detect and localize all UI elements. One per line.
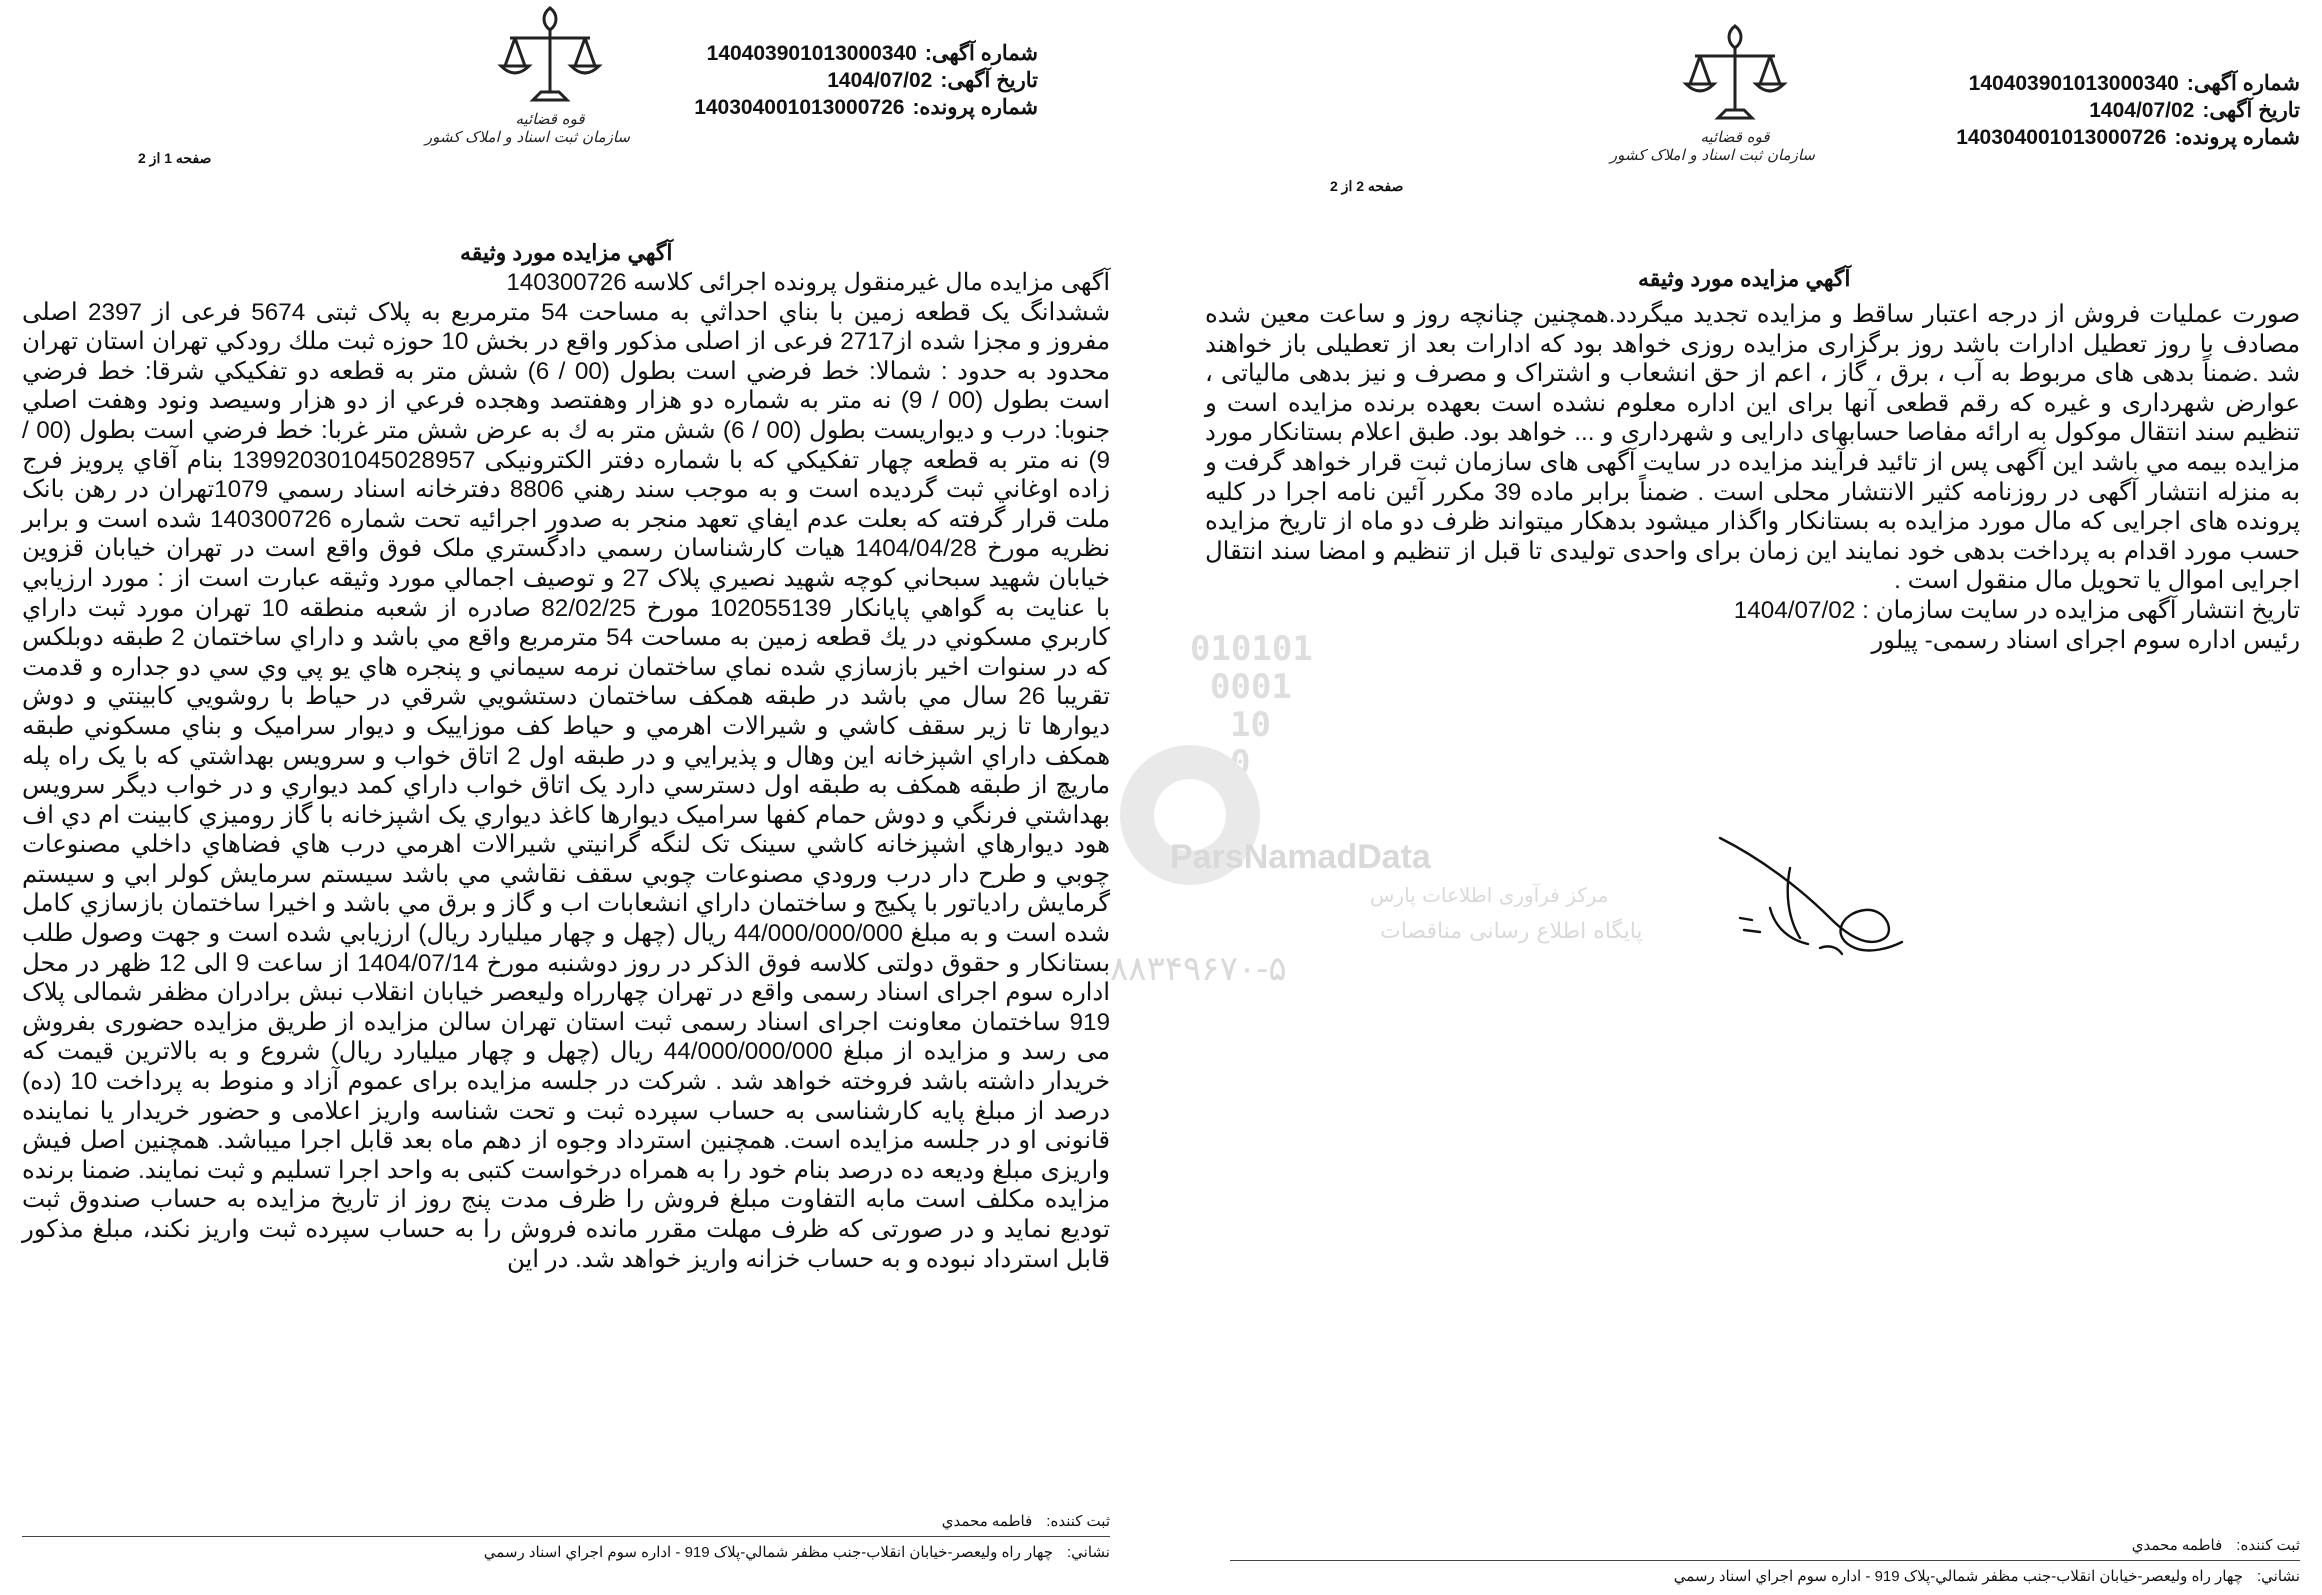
publish-date-label: تاریخ انتشار آگهی مزایده در سایت سازمان :	[1862, 596, 2300, 624]
notice-number-label: شماره آگهی:	[2186, 72, 2300, 95]
page-footer	[22, 1512, 1110, 1561]
emblem-caption-bottom: سازمان ثبت اسناد و املاک کشور	[424, 128, 630, 146]
watermark-brand: ParsNamadData	[1170, 838, 1431, 876]
registrar-label: ثبت کننده:	[1046, 1513, 1110, 1530]
address-text: چهار راه وليعصر-خيابان انقلاب-جنب مظفر شمالي-پلاک 919 - اداره سوم اجراي اسناد رسمي	[483, 1544, 1054, 1561]
file-number: 140304001013000726	[1956, 126, 2167, 149]
signature-icon	[1680, 798, 1910, 978]
notice-body	[1205, 300, 2300, 655]
notice-page-1	[0, 0, 1130, 1595]
notice-body-text: ششدانگ یک قطعه زمین با بناي احداثي به مساحت 54 مترمربع به پلاک ثبتی 5674 فرعی از 2397 اصلی مفروز و مجزا شده از2717 فرعی از اصلی مذکور واقع در بخش 10 حوزه ثبت ملك رودكي تهران استان تهران محدود به حدود : شمالا: خط فرضي است بطول (00 / 6) شش متر به قطعه دو تفكيكي شرقا: خط فرضي است بطول (00 / 9) نه متر به شماره دو هزار وهفتصد وهجده فرعي از دو هزار وسيصد ونود وهفت اصلي جنوبا: درب و ديواريست بطول (00 / 6) شش متر به ك به عرض شش متر غربا: خط فرضي است بطول (00 / 9) نه متر به قطعه چهار تفكيكي كه با شماره دفتر الکترونیکی 139920301045028957 بنام آقاي پرويز فرج زاده اوغاني ثبت گرديده است و به موجب سند رهني 8806 دفترخانه اسناد رسمي 1079تهران در رهن بانک ملت قرار گرفته كه بعلت عدم ايفاي تعهد منجر به صدور اجرائيه تحت شماره 140300726 شده است و برابر نظريه مورخ 1404/04/28 هيات كارشناسان رسمي دادگستري ملک فوق واقع است در تهران خيابان قزوين خيابان شهيد سبحاني كوچه شهيد نصيري پلاک 27 و توصيف اجمالي مورد وثيقه عبارت است از : مورد ارزيابي با عنايت به گواهي پايانكار 102055139 مورخ 82/02/25 صادره از شعبه منطقه 10 تهران مورد ثبت داراي كاربري مسكوني در يك قطعه زمين به مساحت 54 مترمربع واقع مي باشد و داراي ساختمان 2 طبقه دوبلكس كه در سنوات اخير بازسازي شده نماي ساختمان نرمه سيماني و پنجره هاي يو پي وي سي دو جداره و قدمت تقريبا 26 سال مي باشد در طبقه همكف ساختمان دستشويي شرقي در حياط با روشويي كابينتي و دوش ديوارها تا زير سقف كاشي و شيرالات اهرمي و حياط كف موزاييک و ديوار سراميک و بناي مسكوني طبقه همكف داراي اشپزخانه اين وهال و پذيرايي و در طبقه اول 2 اتاق خواب و سرويس بهداشتي كه با يک راه پله ماريچ از طبقه همكف به طبقه اول دسترسي دارد يک اتاق خواب داراي كمد ديواري و در خواب ديگر سرويس بهداشتي فرنگي و دوش حمام كفها سراميک ديوارها كاغذ ديواري يک اشپزخانه با گاز روميزي كابينت ام دي اف هود ديوارهاي اشپزخانه كاشي سينک تک لنگه گرانيتي شيرالات اهرمي درب هاي فضاهاي داخلي مصنوعات چوبي و طرح دار درب ورودي مصنوعات چوبي سقف نقاشي مي باشد سيستم سرمايش كولر ابي و سيستم گرمايش رادياتور با پكيج و ساختمان داراي انشعابات اب و گاز و برق مي باشد و اخيرا ساختمان بازسازي كامل شده است و به مبلغ 44/000/000/000 ريال (چهل و چهار ميليارد ريال) ارزيابي شده است و جهت وصول طلب بستانكار و حقوق دولتی کلاسه فوق الذکر در روز دوشنبه مورخ 1404/07/14 از ساعت 9 الی 12 ظهر در محل اداره سوم اجرای اسناد رسمی واقع در تهران چهارراه وليعصر خيابان انقلاب نبش برادران مظفر شمالی پلاک 919 ساختمان معاونت اجرای اسناد رسمی ثبت استان تهران سالن مزايده از طريق مزايده حضوری بفروش می رسد و مزايده از مبلغ 44/000/000/000 ريال (چهل و چهار ميليارد ريال) شروع و به بالاترين قيمت كه خريدار داشته باشد فروخته خواهد شد . شرکت در جلسه مزايده برای عموم آزاد و منوط به پرداخت 10 (ده) درصد از مبلغ پايه کارشناسی به حساب سپرده ثبت و تحت شناسه واريز اعلامی و حضور خريدار يا نماينده قانونی او در جلسه مزايده است. همچنين استرداد وجوه از دهم ماه بعد قابل اجرا ميباشد. همچنين اصل فيش واريزی مبلغ وديعه ده درصد بنام خود را به همراه درخواست کتبی به واحد اجرا تسليم و ثبت نمايند. ضمنا برنده مزايده مکلف است مابه التفاوت مبلغ فروش را ظرف مدت پنج روز از تاريخ مزايده به حساب صندوق ثبت توديع نمايد و در صورتی كه ظرف مهلت مقرر مانده فروش را به حساب سپرده ثبت واريز نكند، مبلغ مذكور قابل استرداد نبوده و به حساب خزانه واريز خواهد شد. در اين	[22, 298, 1111, 1273]
registrar-label: ثبت کننده:	[2236, 1537, 2300, 1554]
watermark-subtitle: پایگاه اطلاع رسانی مناقصات	[1380, 919, 1643, 944]
watermark-phone: ۸۸۳۴۹۶۷۰-۵	[1110, 949, 1287, 989]
notice-date-label: تاریخ آگهی:	[940, 69, 1038, 92]
notice-number: 140403901013000340	[706, 42, 917, 65]
notice-subject-line: آگهی مزایده مال غیرمنقول پرونده اجرائی کلاسه 140300726	[506, 269, 1110, 296]
notice-meta	[694, 40, 1038, 121]
notice-date: 1404/07/02	[827, 69, 933, 92]
notice-title: آگهي مزايده مورد وثيقه	[460, 240, 673, 265]
emblem-caption-top: قوه قضائیه	[515, 110, 585, 128]
registrar-name: فاطمه محمدي	[2131, 1537, 2223, 1554]
address-label: نشاني:	[2257, 1568, 2300, 1585]
file-number-label: شماره پرونده:	[912, 96, 1038, 119]
footer-divider	[22, 1536, 1110, 1537]
emblem-caption-bottom: سازمان ثبت اسناد و املاک کشور	[1609, 146, 1815, 164]
notice-date: 1404/07/02	[2089, 99, 2195, 122]
footer-divider	[1230, 1560, 2300, 1561]
page-footer	[1230, 1536, 2300, 1585]
notice-body-text: صورت عملیات فروش از درجه اعتبار ساقط و مزایده تجدید میگردد.همچنین چنانچه روز و ساعت معین شده مصادف با روز تعطیل ادارات باشد روز برگزاری مزایده روزی خواهد بود که ادارات بعد از تعطیلی باز خواهند شد .ضمناً بدهی های مربوط به آب ، برق ، گاز ، اعم از حق انشعاب و اشتراک و مصرف و نیز بدهی مالیاتی ، عوارض شهرداری و غیره که رقم قطعی آنها برای این اداره معلوم نشده است بعهده برنده مزایده است و تنظیم سند انتقال موکول به ارائه مفاصا حسابهای دارایی و شهرداری و ... خواهد بود. طبق اعلام بستانکار مورد مزایده بیمه مي باشد این آگهی پس از تائید فرآیند مزایده در سایت آگهی های سازمان ثبت قرار خواهد گرفت و به منزله انتشار آگهی در روزنامه کثیر الانتشار محلی است . ضمناً برابر ماده 39 مکرر آئین نامه اجرا در کلیه پرونده های اجرایی که مال مورد مزایده به بستانکار واگذار میشود بدهکار میتواند ظرف دو ماه از تاریخ مزایده حسب مورد اقدام به پرداخت بدهی خود نمایند این زمان برای واحدی تولیدی تا قبل از تنظیم و امضا سند انتقال اجرایی اموال یا تحویل مال منقول است .	[1205, 301, 2300, 595]
signer-title: رئیس اداره سوم اجرای اسناد رسمی- پیلور	[1871, 626, 2300, 654]
svg-text:0: 0	[1230, 743, 1251, 783]
publish-date: 1404/07/02	[1733, 596, 1856, 624]
emblem-caption-top: قوه قضائیه	[1700, 128, 1770, 146]
scales-of-justice-icon	[1680, 18, 1790, 128]
address-label: نشاني:	[1067, 1544, 1110, 1561]
address-text: چهار راه وليعصر-خيابان انقلاب-جنب مظفر شمالي-پلاک 919 - اداره سوم اجراي اسناد رسمي	[1673, 1568, 2244, 1585]
handwritten-signature	[1680, 798, 1910, 978]
watermark-tagline: مرکز فرآوری اطلاعات پارس	[1370, 883, 1609, 907]
file-number-label: شماره پرونده:	[2174, 126, 2300, 149]
notice-number: 140403901013000340	[1968, 72, 2179, 95]
page-number: صفحه 2 از 2	[1330, 178, 1404, 194]
scales-of-justice-icon	[495, 0, 605, 110]
page-number: صفحه 1 از 2	[138, 150, 212, 166]
notice-meta	[1956, 70, 2300, 151]
file-number: 140304001013000726	[694, 96, 905, 119]
notice-page-2	[1180, 0, 2322, 1595]
publish-date-line	[1205, 596, 2300, 626]
judiciary-emblem	[1609, 18, 1815, 168]
svg-text:010101: 010101	[1190, 629, 1313, 669]
notice-body	[22, 268, 1110, 1274]
notice-number-label: شماره آگهی:	[924, 42, 1038, 65]
judiciary-emblem	[424, 0, 630, 150]
notice-date-label: تاریخ آگهی:	[2202, 99, 2300, 122]
registrar-name: فاطمه محمدي	[941, 1513, 1033, 1530]
svg-text:10: 10	[1230, 705, 1271, 745]
notice-title: آگهي مزايده مورد وثيقه	[1638, 266, 1851, 291]
svg-text:0001: 0001	[1210, 667, 1292, 707]
